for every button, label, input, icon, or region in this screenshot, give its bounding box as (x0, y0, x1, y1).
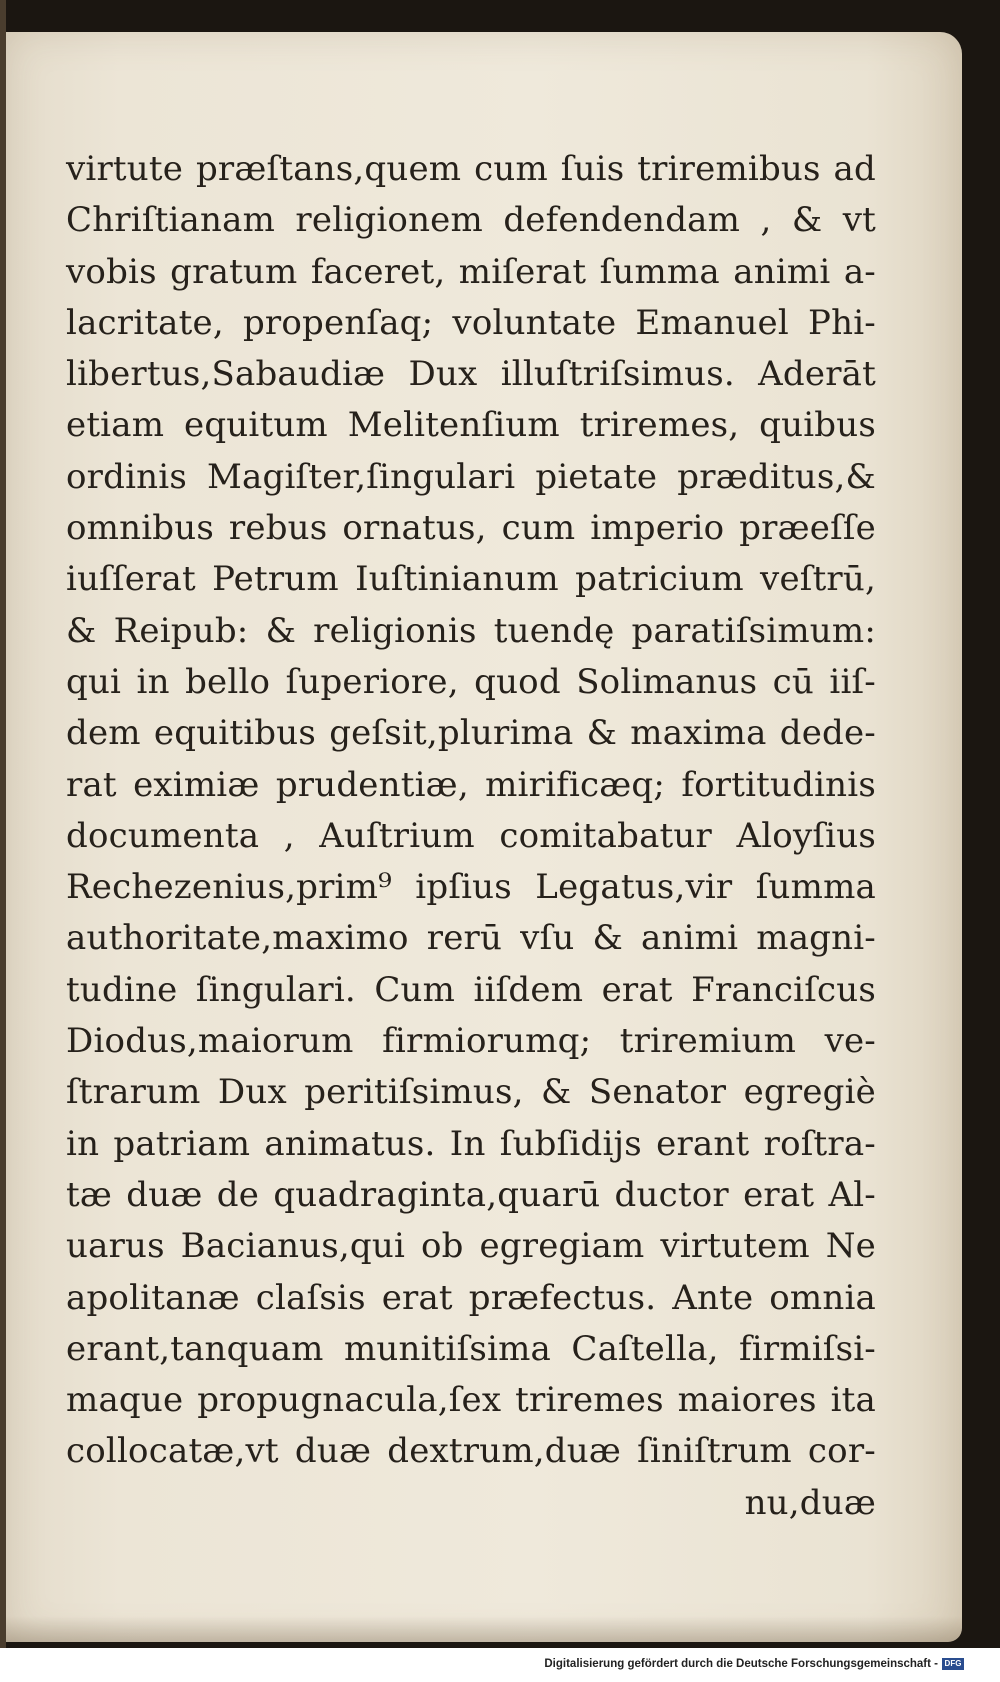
text-line: libertus,Sabaudiæ Dux illuſtriſsimus. Aderāt (66, 354, 876, 395)
text-line: lacritate, propenſaq; voluntate Emanuel Phi- (66, 302, 876, 343)
text-line: dem equitibus geſsit,plurima & maxima dede- (66, 713, 876, 754)
text-line: iuſſerat Petrum Iuſtinianum patricium veſtrū, (66, 559, 876, 600)
text-line: collocatæ,vt duæ dextrum,duæ ſiniſtrum cor- (66, 1431, 876, 1472)
text-line: tudine ſingulari. Cum iiſdem erat Franciſcus (66, 969, 876, 1010)
text-line: in patriam animatus. In ſubſidijs erant roſtra- (66, 1123, 876, 1164)
dfg-logo-icon: DFG (942, 1658, 964, 1670)
digitization-credit (544, 1658, 964, 1670)
credit-text: Digitalisierung gefördert durch die Deutsche Forschungsgemeinschaft - (544, 1658, 938, 1670)
text-line: vobis gratum faceret, miſerat ſumma animi a- (66, 251, 876, 292)
text-line: Rechezenius,prim⁹ ipſius Legatus,vir ſumma (66, 867, 876, 908)
text-line: Diodus,maiorum firmiorumq; triremium ve- (66, 1021, 876, 1062)
text-line: qui in bello ſuperiore, quod Solimanus cū iiſ- (66, 661, 876, 702)
page-text (66, 144, 876, 1534)
text-line: ſtrarum Dux peritiſsimus, & Senator egregiè (66, 1072, 876, 1113)
catchword: nu,duæ (744, 1482, 876, 1523)
book-page (6, 32, 962, 1642)
text-line: documenta , Auſtrium comitabatur Aloyſius (66, 815, 876, 856)
text-line: virtute præſtans,quem cum ſuis triremibus ad (66, 149, 876, 189)
text-line: authoritate,maximo rerū vſu & animi magni- (66, 918, 876, 959)
text-line: Chriſtianam religionem defendendam , & vt (66, 200, 876, 241)
text-line: & Reipub: & religionis tuendę paratiſsimum: (66, 610, 876, 651)
text-line: omnibus rebus ornatus, cum imperio præeſſe (66, 508, 876, 549)
text-line: maque propugnacula,ſex triremes maiores ita (66, 1380, 876, 1421)
text-line: apolitanæ claſsis erat præfectus. Ante omnia (66, 1277, 876, 1318)
text-line: erant,tanquam munitiſsima Caſtella, firmiſsi- (66, 1328, 876, 1369)
text-line: etiam equitum Melitenſium triremes, quibus (66, 405, 876, 446)
text-line: rat eximiæ prudentiæ, mirificæq; fortitudinis (66, 764, 876, 805)
text-line: tæ duæ de quadraginta,quarū ductor erat Al- (66, 1174, 876, 1215)
text-line: ordinis Magiſter,ſingulari pietate præditus,& (66, 456, 876, 497)
text-line: uarus Bacianus,qui ob egregiam virtutem Ne (66, 1226, 876, 1267)
